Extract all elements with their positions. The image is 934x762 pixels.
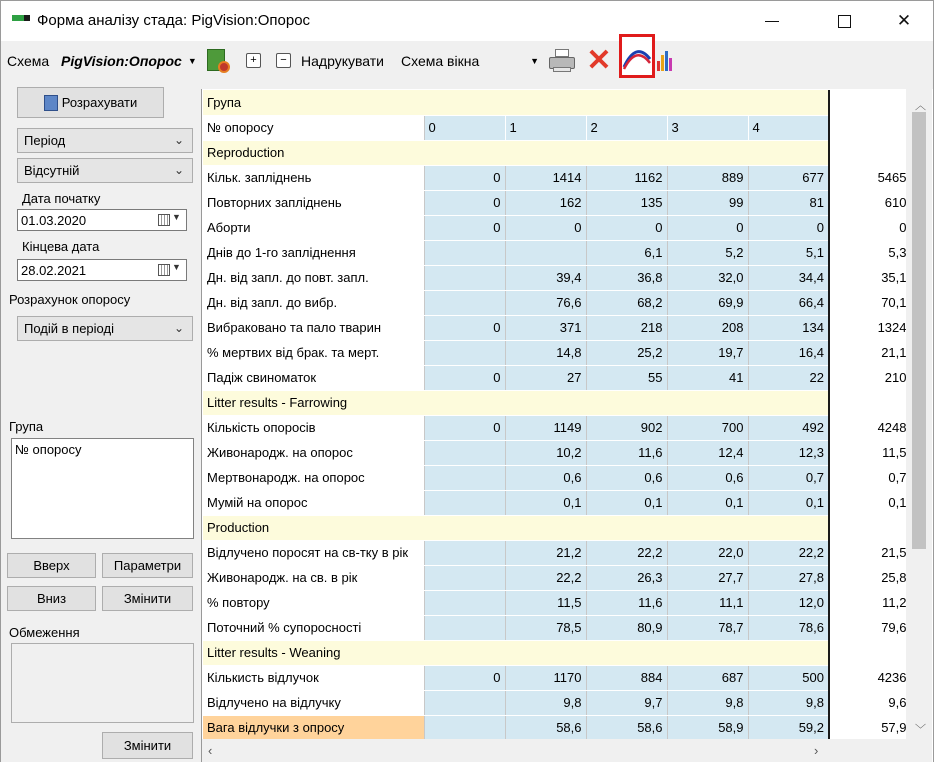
up-button[interactable]: Вверх [7, 553, 96, 578]
value-cell [424, 440, 505, 465]
row-label: Вибраковано та пало тварин [203, 315, 424, 340]
section-cell [586, 390, 667, 415]
total-cell: 0,1 [829, 490, 911, 515]
chevron-down-icon: ⌄ [173, 163, 184, 177]
calc-method-select[interactable] [17, 316, 193, 341]
toolbar [1, 41, 933, 81]
value-cell: 58,9 [667, 715, 748, 740]
table-row[interactable] [203, 540, 911, 565]
value-cell: 9,8 [505, 690, 586, 715]
value-cell [424, 465, 505, 490]
total-cell: 21,1 [829, 340, 911, 365]
total-cell: 25,8 [829, 565, 911, 590]
value-cell: 36,8 [586, 265, 667, 290]
table-row[interactable] [203, 315, 911, 340]
value-cell: 78,7 [667, 615, 748, 640]
section-cell [424, 515, 505, 540]
value-cell [424, 590, 505, 615]
value-cell [424, 290, 505, 315]
value-cell [424, 615, 505, 640]
value-cell: 68,2 [586, 290, 667, 315]
group-list[interactable] [11, 438, 194, 539]
scroll-up-icon[interactable]: ︿ [915, 100, 926, 112]
section-cell [586, 90, 667, 115]
value-cell: 16,4 [748, 340, 829, 365]
section-cell [829, 640, 911, 665]
section-cell [667, 640, 748, 665]
value-cell: 0 [424, 165, 505, 190]
calculate-label: Розрахувати [61, 95, 138, 110]
value-cell [424, 565, 505, 590]
value-cell: 34,4 [748, 265, 829, 290]
section-cell [424, 640, 505, 665]
calculator-icon [44, 95, 58, 111]
group-header-row [203, 90, 911, 115]
value-cell: 22 [748, 365, 829, 390]
curve-chart-button[interactable] [619, 34, 655, 78]
total-cell: 79,6 [829, 615, 911, 640]
value-cell: 12,3 [748, 440, 829, 465]
section-cell [586, 640, 667, 665]
value-cell: 99 [667, 190, 748, 215]
table-row[interactable] [203, 665, 911, 690]
value-cell: 218 [586, 315, 667, 340]
value-cell: 26,3 [586, 565, 667, 590]
print-label: Надрукувати [301, 53, 384, 69]
row-label: Відлучено на відлучку [203, 690, 424, 715]
value-cell: 25,2 [586, 340, 667, 365]
value-cell: 5,1 [748, 240, 829, 265]
print-layout-select[interactable] [397, 41, 543, 81]
value-cell: 0 [748, 215, 829, 240]
change-button[interactable]: Змінити [102, 586, 193, 611]
title-bar [1, 1, 933, 41]
column-header[interactable]: 0 [424, 115, 505, 140]
start-date-value: 01.03.2020 [21, 212, 87, 228]
value-cell [424, 340, 505, 365]
total-cell: 70,1 [829, 290, 911, 315]
total-cell: 35,1 [829, 265, 911, 290]
row-label: Днів до 1-го запліднення [203, 240, 424, 265]
value-cell: 27,7 [667, 565, 748, 590]
period-select[interactable] [17, 128, 193, 153]
table-row[interactable] [203, 715, 911, 740]
total-cell: 0 [829, 215, 911, 240]
value-cell: 0 [424, 190, 505, 215]
start-date-label: Дата початку [22, 191, 101, 206]
section-cell [748, 140, 829, 165]
value-cell: 27,8 [748, 565, 829, 590]
maximize-button[interactable] [821, 1, 867, 41]
scroll-down-icon[interactable]: ﹀ [915, 724, 926, 736]
total-cell: 1324 [829, 315, 911, 340]
value-cell: 78,5 [505, 615, 586, 640]
value-cell: 58,6 [586, 715, 667, 740]
value-cell: 55 [586, 365, 667, 390]
total-cell: 0,7 [829, 465, 911, 490]
table-row[interactable] [203, 565, 911, 590]
section-row [203, 140, 911, 165]
vertical-scrollbar[interactable] [906, 89, 932, 739]
total-cell: 5,3 [829, 240, 911, 265]
section-cell [667, 90, 748, 115]
scroll-right-icon[interactable]: › [814, 743, 819, 758]
value-cell [424, 690, 505, 715]
section-cell [505, 390, 586, 415]
schema-settings-icon[interactable] [207, 47, 231, 75]
row-label: Дн. від запл. до повт. запл. [203, 265, 424, 290]
value-cell: 0 [424, 365, 505, 390]
row-label: Кількість опоросів [203, 415, 424, 440]
value-cell: 9,8 [748, 690, 829, 715]
value-cell: 9,8 [667, 690, 748, 715]
section-cell [424, 140, 505, 165]
value-cell: 884 [586, 665, 667, 690]
value-cell: 0 [424, 315, 505, 340]
value-cell: 1162 [586, 165, 667, 190]
section-cell [586, 515, 667, 540]
value-cell: 0 [424, 215, 505, 240]
row-label: Живонародж. на св. в рік [203, 565, 424, 590]
value-cell: 12,4 [667, 440, 748, 465]
value-cell: 0,1 [586, 490, 667, 515]
section-row [203, 515, 911, 540]
table-row[interactable] [203, 465, 911, 490]
value-cell: 500 [748, 665, 829, 690]
section-cell [748, 390, 829, 415]
app-icon [12, 15, 30, 23]
section-cell [424, 90, 505, 115]
total-cell: 9,6 [829, 690, 911, 715]
section-title[interactable]: Reproduction [203, 140, 424, 165]
value-cell: 0,1 [505, 490, 586, 515]
row-label: Аборти [203, 215, 424, 240]
value-cell: 5,2 [667, 240, 748, 265]
value-cell: 32,0 [667, 265, 748, 290]
period-value: Період [24, 133, 66, 148]
table-row[interactable] [203, 615, 911, 640]
value-cell [505, 240, 586, 265]
table-row[interactable] [203, 365, 911, 390]
schema-value: PigVision:Опорос [61, 53, 182, 69]
calc-label: Розрахунок опоросу [9, 292, 131, 307]
dropdown-arrow-icon: ▼ [530, 56, 539, 66]
value-cell: 208 [667, 315, 748, 340]
delete-icon[interactable]: ✕ [586, 44, 612, 77]
print-layout-value: Схема вікна [401, 53, 480, 69]
value-cell [424, 240, 505, 265]
total-cell: 5465 [829, 165, 911, 190]
scroll-left-icon[interactable]: ‹ [208, 743, 213, 758]
calendar-icon[interactable]: ▼ [158, 263, 182, 278]
total-cell: 11,5 [829, 440, 911, 465]
value-cell: 687 [667, 665, 748, 690]
row-label: % мертвих від брак. та мерт. [203, 340, 424, 365]
parameters-button[interactable]: Параметри [102, 553, 193, 578]
analysis-table [203, 90, 912, 741]
table-row[interactable] [203, 440, 911, 465]
value-cell: 21,2 [505, 540, 586, 565]
value-cell: 700 [667, 415, 748, 440]
value-cell: 162 [505, 190, 586, 215]
left-panel [1, 81, 201, 762]
value-cell: 0 [505, 215, 586, 240]
value-cell: 12,0 [748, 590, 829, 615]
section-row [203, 390, 911, 415]
table-row[interactable] [203, 215, 911, 240]
value-cell: 80,9 [586, 615, 667, 640]
section-cell [748, 90, 829, 115]
schema-label: Схема [7, 53, 50, 69]
row-label: Повторних запліднень [203, 190, 424, 215]
value-cell [424, 715, 505, 740]
total-cell: 57,9 [829, 715, 911, 740]
total-cell: 610 [829, 190, 911, 215]
close-button[interactable]: ✕ [896, 11, 912, 30]
value-cell: 11,5 [505, 590, 586, 615]
total-cell: 4236 [829, 665, 911, 690]
table-row[interactable] [203, 340, 911, 365]
value-cell [424, 540, 505, 565]
value-cell: 69,9 [667, 290, 748, 315]
value-cell: 19,7 [667, 340, 748, 365]
value-cell: 39,4 [505, 265, 586, 290]
section-title[interactable]: Production [203, 515, 424, 540]
collapse-all-button[interactable]: − [276, 53, 291, 68]
group-header: Група [203, 90, 424, 115]
value-cell [424, 490, 505, 515]
section-cell [748, 515, 829, 540]
value-cell [424, 265, 505, 290]
table-row[interactable] [203, 690, 911, 715]
limits-label: Обмеження [9, 625, 80, 640]
column-header [829, 115, 911, 140]
section-row [203, 640, 911, 665]
curve-chart-icon [622, 37, 652, 75]
table-row[interactable] [203, 490, 911, 515]
absent-value: Відсутній [24, 163, 80, 178]
dropdown-arrow-icon: ▼ [187, 56, 197, 66]
table-row[interactable] [203, 415, 911, 440]
end-date-picker[interactable] [17, 259, 187, 281]
value-cell: 902 [586, 415, 667, 440]
value-cell: 0,6 [505, 465, 586, 490]
section-cell [829, 390, 911, 415]
table-row[interactable] [203, 590, 911, 615]
schema-dropdown[interactable] [61, 41, 197, 81]
value-cell: 492 [748, 415, 829, 440]
row-label: Мертвонародж. на опорос [203, 465, 424, 490]
value-cell: 677 [748, 165, 829, 190]
group-label: Група [9, 419, 44, 434]
value-cell: 11,6 [586, 590, 667, 615]
limits-box[interactable] [11, 643, 194, 723]
minimize-icon [765, 21, 779, 22]
bar-chart-icon[interactable] [657, 51, 675, 71]
change-limits-button[interactable]: Змінити [102, 732, 193, 759]
expand-all-button[interactable]: + [246, 53, 261, 68]
data-grid[interactable] [201, 89, 933, 762]
parity-header-row [203, 115, 911, 140]
printer-icon[interactable] [549, 49, 575, 73]
value-cell: 1149 [505, 415, 586, 440]
value-cell: 22,0 [667, 540, 748, 565]
chevron-down-icon: ⌄ [173, 321, 184, 335]
chevron-down-icon: ⌄ [173, 133, 184, 147]
row-label: Кількисть відлучок [203, 665, 424, 690]
column-header[interactable]: 1 [505, 115, 586, 140]
scroll-thumb[interactable] [912, 112, 926, 549]
value-cell: 0 [424, 665, 505, 690]
total-cell: 210 [829, 365, 911, 390]
section-title[interactable]: Litter results - Weaning [203, 640, 424, 665]
value-cell: 9,7 [586, 690, 667, 715]
table-row[interactable] [203, 265, 911, 290]
section-cell [586, 140, 667, 165]
start-date-picker[interactable] [17, 209, 187, 231]
section-cell [829, 140, 911, 165]
section-cell [505, 140, 586, 165]
value-cell: 81 [748, 190, 829, 215]
row-label: Відлучено поросят на св-тку в рік [203, 540, 424, 565]
row-label: Поточний % супоросності [203, 615, 424, 640]
absent-select[interactable] [17, 158, 193, 183]
scrollbar-corner [906, 739, 932, 762]
value-cell: 22,2 [505, 565, 586, 590]
parity-label: № опоросу [203, 115, 424, 140]
section-cell [748, 640, 829, 665]
column-header[interactable]: 4 [748, 115, 829, 140]
row-label: % повтору [203, 590, 424, 615]
column-header[interactable]: 2 [586, 115, 667, 140]
value-cell: 11,6 [586, 440, 667, 465]
minimize-button[interactable] [749, 1, 795, 41]
value-cell: 66,4 [748, 290, 829, 315]
calculate-button[interactable] [17, 87, 164, 118]
section-cell [505, 640, 586, 665]
horizontal-scrollbar[interactable] [202, 739, 906, 762]
value-cell: 78,6 [748, 615, 829, 640]
value-cell: 135 [586, 190, 667, 215]
value-cell: 27 [505, 365, 586, 390]
value-cell: 11,1 [667, 590, 748, 615]
value-cell: 0,1 [748, 490, 829, 515]
row-label: Живонародж. на опорос [203, 440, 424, 465]
value-cell: 0 [586, 215, 667, 240]
total-cell: 21,5 [829, 540, 911, 565]
row-label: Вага відлучки з опросу [203, 715, 424, 740]
value-cell: 6,1 [586, 240, 667, 265]
row-label: Кільк. запліднень [203, 165, 424, 190]
value-cell: 889 [667, 165, 748, 190]
end-date-value: 28.02.2021 [21, 262, 87, 278]
section-cell [424, 390, 505, 415]
value-cell: 0,1 [667, 490, 748, 515]
value-cell: 10,2 [505, 440, 586, 465]
section-cell [505, 515, 586, 540]
maximize-icon [838, 15, 851, 28]
value-cell: 0,7 [748, 465, 829, 490]
total-cell: 4248 [829, 415, 911, 440]
row-label: Падіж свиноматок [203, 365, 424, 390]
row-label: Мумій на опорос [203, 490, 424, 515]
row-label: Дн. від запл. до вибр. [203, 290, 424, 315]
table-row[interactable] [203, 190, 911, 215]
value-cell: 1170 [505, 665, 586, 690]
down-button[interactable]: Вниз [7, 586, 96, 611]
value-cell: 0,6 [667, 465, 748, 490]
table-row[interactable] [203, 290, 911, 315]
value-cell: 0,6 [586, 465, 667, 490]
value-cell: 59,2 [748, 715, 829, 740]
section-cell [667, 515, 748, 540]
value-cell: 134 [748, 315, 829, 340]
value-cell: 1414 [505, 165, 586, 190]
section-cell [829, 90, 911, 115]
section-cell [667, 390, 748, 415]
total-cell: 11,2 [829, 590, 911, 615]
value-cell: 76,6 [505, 290, 586, 315]
calendar-icon[interactable]: ▼ [158, 213, 182, 228]
value-cell: 58,6 [505, 715, 586, 740]
value-cell: 22,2 [586, 540, 667, 565]
calc-method-value: Подій в періоді [24, 321, 114, 336]
end-date-label: Кінцева дата [22, 239, 100, 254]
value-cell: 371 [505, 315, 586, 340]
section-cell [505, 90, 586, 115]
table-row[interactable] [203, 165, 911, 190]
table-row[interactable] [203, 240, 911, 265]
value-cell: 0 [424, 415, 505, 440]
value-cell: 22,2 [748, 540, 829, 565]
value-cell: 41 [667, 365, 748, 390]
section-cell [829, 515, 911, 540]
window-title: Форма аналізу стада: PigVision:Опорос [37, 12, 311, 29]
section-cell [667, 140, 748, 165]
list-item[interactable]: № опоросу [15, 442, 82, 457]
value-cell: 0 [667, 215, 748, 240]
value-cell: 14,8 [505, 340, 586, 365]
column-header[interactable]: 3 [667, 115, 748, 140]
section-title[interactable]: Litter results - Farrowing [203, 390, 424, 415]
